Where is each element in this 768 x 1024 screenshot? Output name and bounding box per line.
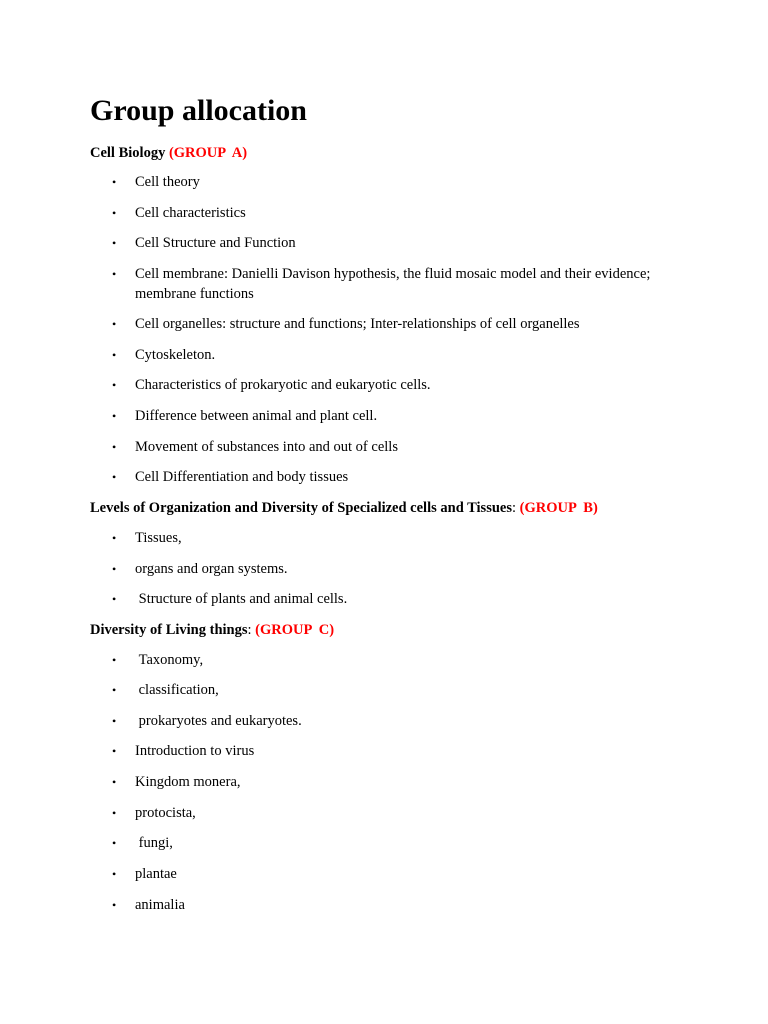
bullet-icon: • [112,775,117,789]
bullet-icon: • [112,653,117,667]
list-item-text: Difference between animal and plant cell. [135,408,378,424]
list-item-text: Introduction to virus [135,743,255,759]
section-colon: : [247,622,252,638]
bullet-icon: • [112,562,117,576]
list-item-text: Cell membrane: Danielli Davison hypothesis, the fluid mosaic model and their evidence; membrane functions [135,266,655,302]
section-group-label: (GROUP A) [168,145,248,161]
list-item-text: plantae [135,866,177,882]
bullet-icon: • [112,592,117,606]
section-subject: Cell Biology [90,145,166,161]
bullet-icon: • [112,683,117,697]
section-heading [90,621,334,639]
bullet-icon: • [112,348,117,362]
bullet-icon: • [112,175,117,189]
bullet-icon: • [112,714,117,728]
list-item-text: prokaryotes and eukaryotes. [135,713,302,729]
bullet-icon: • [112,409,117,423]
page-title: Group allocation [90,94,307,127]
bullet-icon: • [112,317,117,331]
list-item-text: Kingdom monera, [135,774,241,790]
bullet-icon: • [112,267,117,281]
section-heading [90,499,598,517]
bullet-icon: • [112,806,117,820]
list-item-text: fungi, [135,835,173,851]
list-item-text: Cell Structure and Function [135,235,296,251]
section-group-label: (GROUP B) [519,500,598,516]
bullet-icon: • [112,206,117,220]
bullet-icon: • [112,378,117,392]
bullet-icon: • [112,898,117,912]
section-group-label: (GROUP C) [255,622,335,638]
section-subject: Diversity of Living things [90,622,248,638]
list-item-text: Taxonomy, [135,652,204,668]
list-item-text: Movement of substances into and out of cells [135,439,398,455]
list-item-text: Cell organelles: structure and functions; Inter-relationships of cell organelles [135,316,580,332]
bullet-icon: • [112,867,117,881]
list-item-text: Characteristics of prokaryotic and eukaryotic cells. [135,377,431,393]
bullet-icon: • [112,440,117,454]
bullet-icon: • [112,236,117,250]
list-item-text: protocista, [135,805,196,821]
bullet-icon: • [112,836,117,850]
list-item-text: Structure of plants and animal cells. [135,591,348,607]
section-heading [90,144,247,162]
bullet-icon: • [112,470,117,484]
bullet-icon: • [112,744,117,758]
section-subject: Levels of Organization and Diversity of Specialized cells and Tissues [90,500,512,516]
list-item-text: organs and organ systems. [135,561,288,577]
list-item-text: classification, [135,682,219,698]
list-item-text: Cell Differentiation and body tissues [135,469,349,485]
bullet-icon: • [112,531,117,545]
list-item-text: Tissues, [135,530,182,546]
list-item-text: Cell theory [135,174,200,190]
list-item-text: Cytoskeleton. [135,347,216,363]
section-colon: : [512,500,517,516]
list-item-text: animalia [135,897,185,913]
list-item-text: Cell characteristics [135,205,246,221]
